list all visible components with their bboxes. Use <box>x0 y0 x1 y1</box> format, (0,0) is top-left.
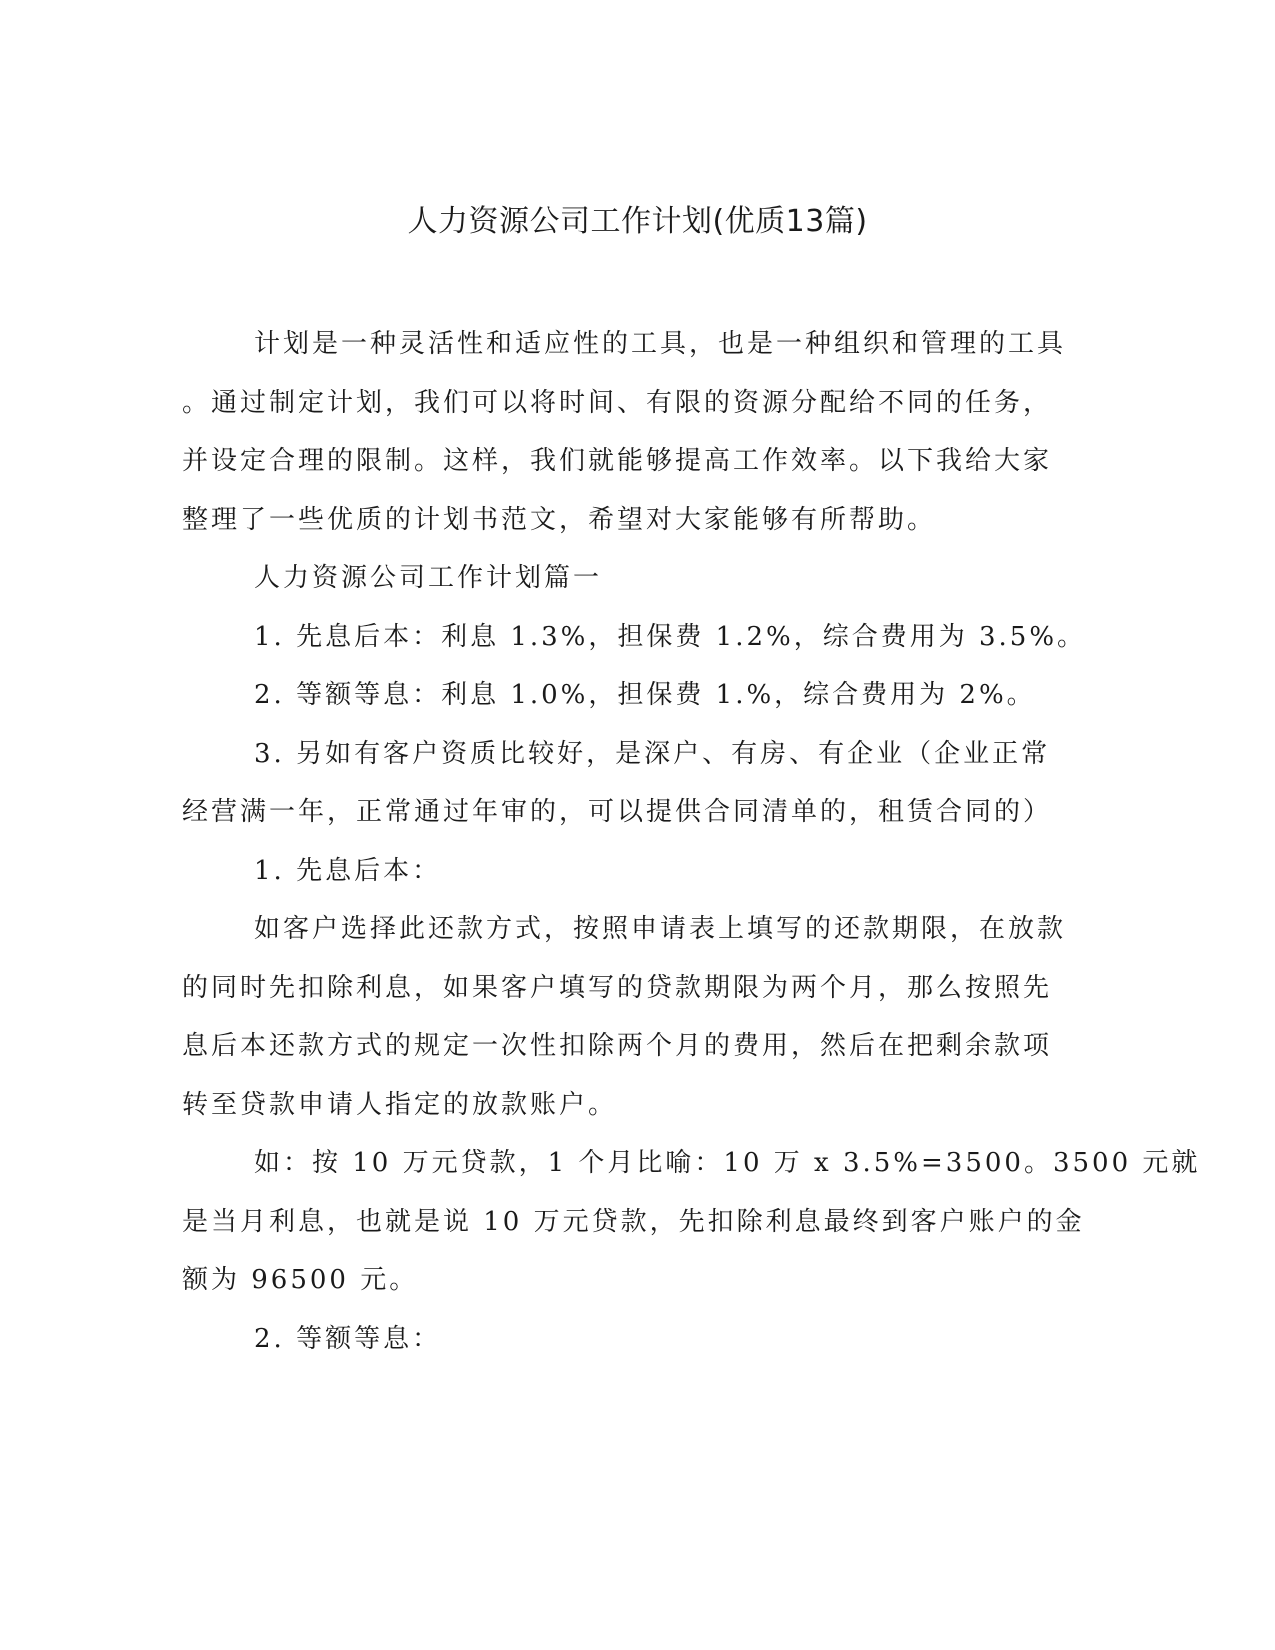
paragraph-line: 如：按 10 万元贷款，1 个月比喻：10 万 x 3.5%=3500。3500 元就 <box>254 1148 1201 1178</box>
list-item: 3. 另如有客户资质比较好，是深户、有房、有企业（企业正常 <box>254 738 1051 769</box>
list-item: 2. 等额等息： <box>254 1323 442 1354</box>
list-item: 1. 先息后本：利息 1.3%，担保费 1.2%，综合费用为 3.5%。 <box>254 621 1087 652</box>
paragraph-line: 计划是一种灵活性和适应性的工具，也是一种组织和管理的工具 <box>254 329 1067 359</box>
paragraph-line: 是当月利息，也就是说 10 万元贷款，先扣除利息最终到客户账户的金 <box>182 1206 1085 1237</box>
section-heading: 人力资源公司工作计划篇一 <box>254 563 603 593</box>
document-body <box>182 315 1201 1368</box>
paragraph-line: 。通过制定计划，我们可以将时间、有限的资源分配给不同的任务， <box>182 387 1053 418</box>
paragraph-line: 并设定合理的限制。这样，我们就能够提高工作效率。以下我给大家 <box>182 446 1053 476</box>
paragraph-line: 息后本还款方式的规定一次性扣除两个月的费用，然后在把剩余款项 <box>182 1031 1053 1061</box>
paragraph-line: 额为 96500 元。 <box>182 1265 419 1295</box>
list-item: 1. 先息后本： <box>254 855 442 886</box>
paragraph-line: 经营满一年，正常通过年审的，可以提供合同清单的，租赁合同的） <box>182 797 1053 827</box>
document-title: 人力资源公司工作计划(优质13篇) <box>407 204 868 239</box>
paragraph-line: 如客户选择此还款方式，按照申请表上填写的还款期限，在放款 <box>254 914 1067 944</box>
list-item: 2. 等额等息：利息 1.0%，担保费 1.%，综合费用为 2%。 <box>254 680 1036 710</box>
paragraph-line: 的同时先扣除利息，如果客户填写的贷款期限为两个月，那么按照先 <box>182 972 1053 1003</box>
paragraph-line: 转至贷款申请人指定的放款账户。 <box>182 1089 618 1120</box>
paragraph-line: 整理了一些优质的计划书范文，希望对大家能够有所帮助。 <box>182 504 937 535</box>
